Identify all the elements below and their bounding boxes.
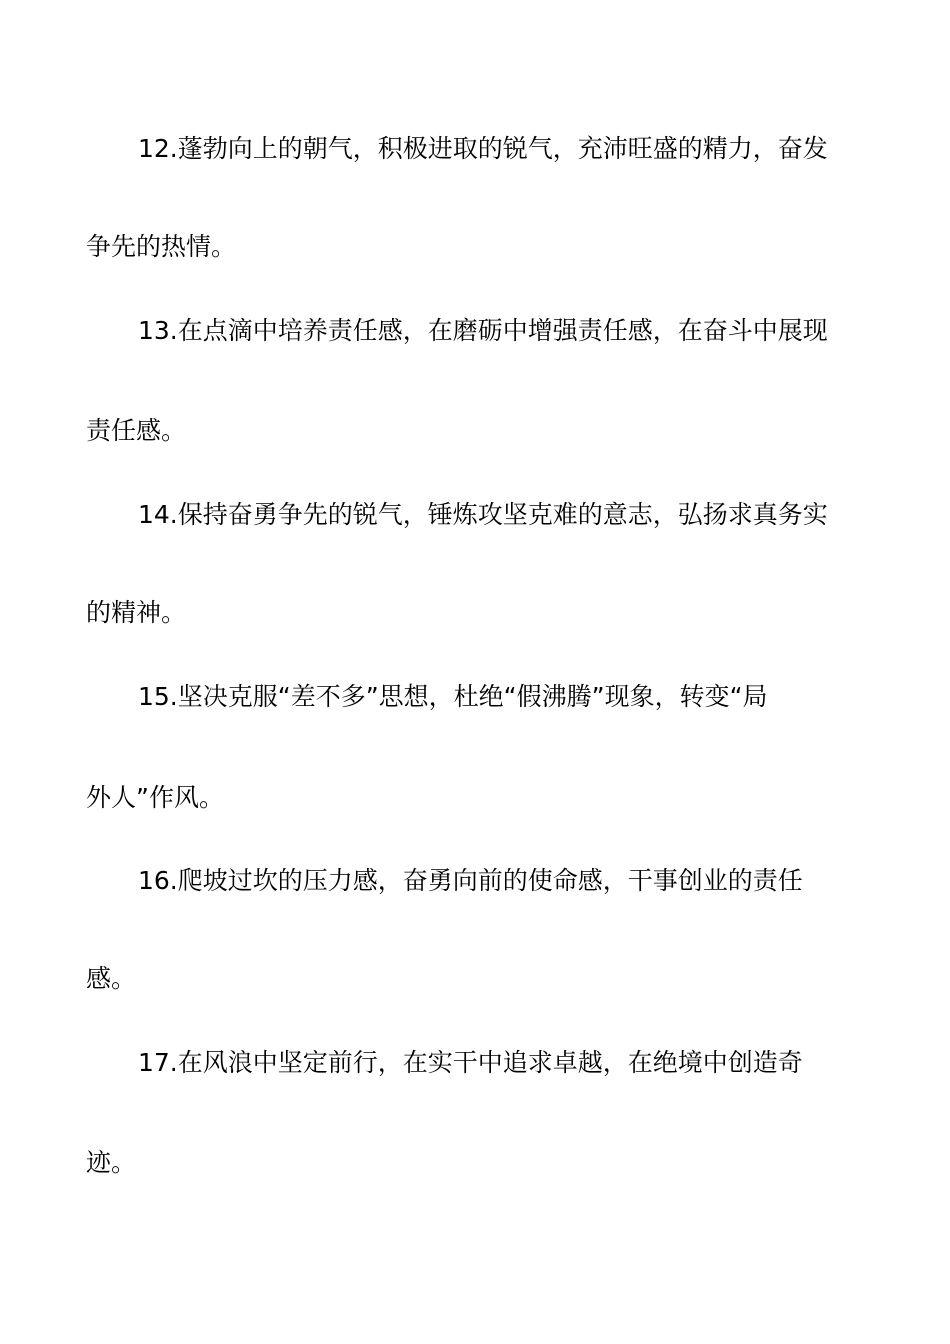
paragraph-line: 感。: [86, 964, 137, 993]
paragraph-line: 争先的热情。: [86, 232, 237, 261]
paragraph-line: 14.保持奋勇争先的锐气，锤炼攻坚克难的意志，弘扬求真务实: [138, 500, 828, 529]
paragraph-line: 13.在点滴中培养责任感，在磨砺中增强责任感，在奋斗中展现: [138, 316, 828, 345]
paragraph-line: 17.在风浪中坚定前行，在实干中追求卓越，在绝境中创造奇: [138, 1048, 803, 1077]
paragraph-line: 15.坚决克服“差不多”思想，杜绝“假沸腾”现象，转变“局: [138, 682, 768, 711]
paragraph-line: 迹。: [86, 1148, 137, 1177]
paragraph-line: 外人”作风。: [86, 783, 224, 812]
paragraph-line: 16.爬坡过坎的压力感，奋勇向前的使命感，干事创业的责任: [138, 866, 803, 895]
paragraph-line: 的精神。: [86, 598, 187, 627]
paragraph-line: 12.蓬勃向上的朝气，积极进取的锐气，充沛旺盛的精力，奋发: [138, 134, 828, 163]
paragraph-line: 责任感。: [86, 416, 187, 445]
